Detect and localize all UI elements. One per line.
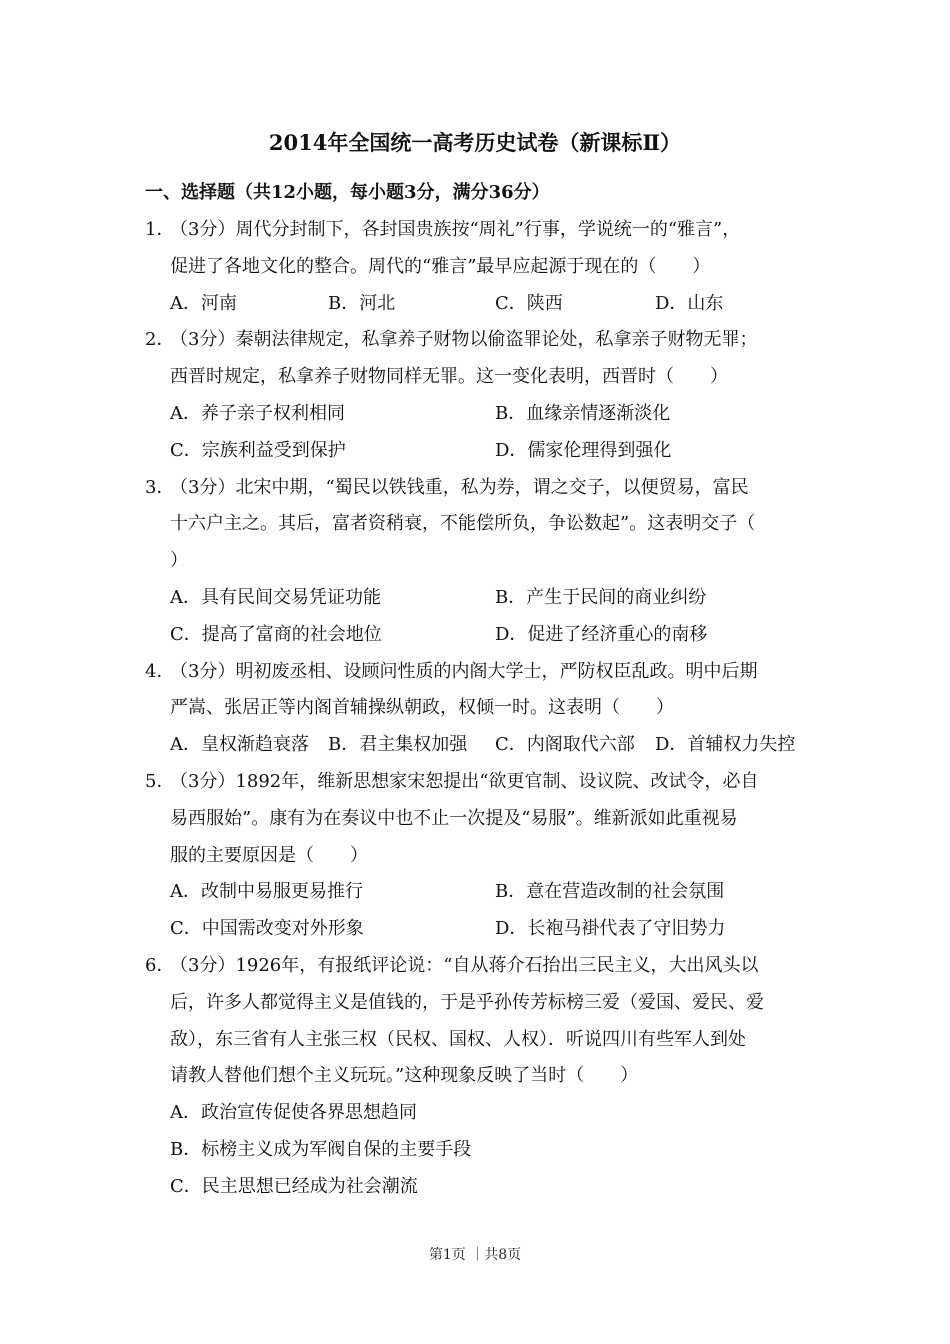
question-text: 严嵩、张居正等内阁首辅操纵朝政，权倾一时。这表明（ ）	[170, 697, 674, 718]
question-text: （3分）1892年，维新思想家宋恕提出“欲更官制、设议院、改试令，必自	[170, 771, 759, 792]
question-text: 后，许多人都觉得主义是值钱的，于是乎孙传芳标榜三爱（爱国、爱民、爱	[170, 992, 764, 1013]
answer-option: D．长袍马褂代表了守旧势力	[495, 918, 726, 939]
question-text: （3分）周代分封制下，各封国贵族按“周礼”行事，学说统一的“雅言”，	[170, 219, 741, 240]
answer-option: C．中国需改变对外形象	[170, 918, 364, 939]
question-text: 促进了各地文化的整合。周代的“雅言”最早应起源于现在的（ ）	[170, 256, 711, 277]
question-text: 西晋时规定，私拿养子财物同样无罪。这一变化表明，西晋时（ ）	[170, 366, 728, 387]
answer-option: C．陕西	[495, 293, 563, 314]
question-number: 5．	[145, 771, 175, 792]
answer-option: C．内阁取代六部	[495, 734, 635, 755]
answer-option: D．儒家伦理得到强化	[495, 440, 672, 461]
answer-option: C．民主思想已经成为社会潮流	[170, 1176, 418, 1197]
answer-option: B．产生于民间的商业纠纷	[495, 587, 707, 608]
answer-option: C．宗族利益受到保护	[170, 440, 346, 461]
answer-option: B．血缘亲情逐渐淡化	[495, 403, 671, 424]
page-title: 2014年全国统一高考历史试卷（新课标Ⅱ）	[268, 130, 682, 155]
answer-option: B．君主集权加强	[328, 734, 468, 755]
question-text: 请教人替他们想个主义玩玩。”这种现象反映了当时（ ）	[170, 1065, 639, 1086]
answer-option: A．河南	[170, 293, 237, 314]
question-text: （3分）1926年，有报纸评论说：“自从蒋介石抬出三民主义，大出风头以	[170, 955, 759, 976]
question-text: 易西服始”。康有为在奏议中也不止一次提及“易服”。维新派如此重视易	[170, 808, 738, 829]
question-text: （3分）明初废丞相、设顾问性质的内阁大学士，严防权臣乱政。明中后期	[170, 661, 758, 682]
question-text: （3分）秦朝法律规定，私拿养子财物以偷盗罪论处，私拿亲子财物无罪；	[170, 329, 758, 350]
question-number: 1．	[145, 219, 175, 240]
question-text: 敌），东三省有人主张三权（民权、国权、人权）．听说四川有些军人到处	[170, 1029, 746, 1050]
question-number: 4．	[145, 661, 175, 682]
answer-option: D．促进了经济重心的南移	[495, 624, 708, 645]
answer-option: A．政治宣传促使各界思想趋同	[170, 1102, 417, 1123]
question-text: 十六户主之。其后，富者资稍衰，不能偿所负，争讼数起”。这表明交子（	[170, 513, 756, 534]
answer-option: A．改制中易服更易推行	[170, 881, 363, 902]
section-heading: 一、选择题（共12小题，每小题3分，满分36分）	[145, 182, 550, 203]
answer-option: B．意在营造改制的社会氛围	[495, 881, 725, 902]
question-number: 3．	[145, 477, 175, 498]
answer-option: A．具有民间交易凭证功能	[170, 587, 381, 608]
question-text: （3分）北宋中期，“蜀民以铁钱重，私为券，谓之交子，以便贸易，富民	[170, 477, 749, 498]
answer-option: D．山东	[655, 293, 724, 314]
answer-option: A．养子亲子权利相同	[170, 403, 345, 424]
question-number: 2．	[145, 329, 175, 350]
question-text: ）	[170, 550, 188, 571]
answer-option: D．首辅权力失控	[655, 734, 796, 755]
question-text: 服的主要原因是（ ）	[170, 845, 368, 866]
answer-option: C．提高了富商的社会地位	[170, 624, 382, 645]
answer-option: A．皇权渐趋衰落	[170, 734, 309, 755]
page-footer: 第1页 ｜共8页	[428, 1247, 522, 1263]
answer-option: B．标榜主义成为军阀自保的主要手段	[170, 1139, 472, 1160]
question-number: 6．	[145, 955, 175, 976]
answer-option: B．河北	[328, 293, 396, 314]
